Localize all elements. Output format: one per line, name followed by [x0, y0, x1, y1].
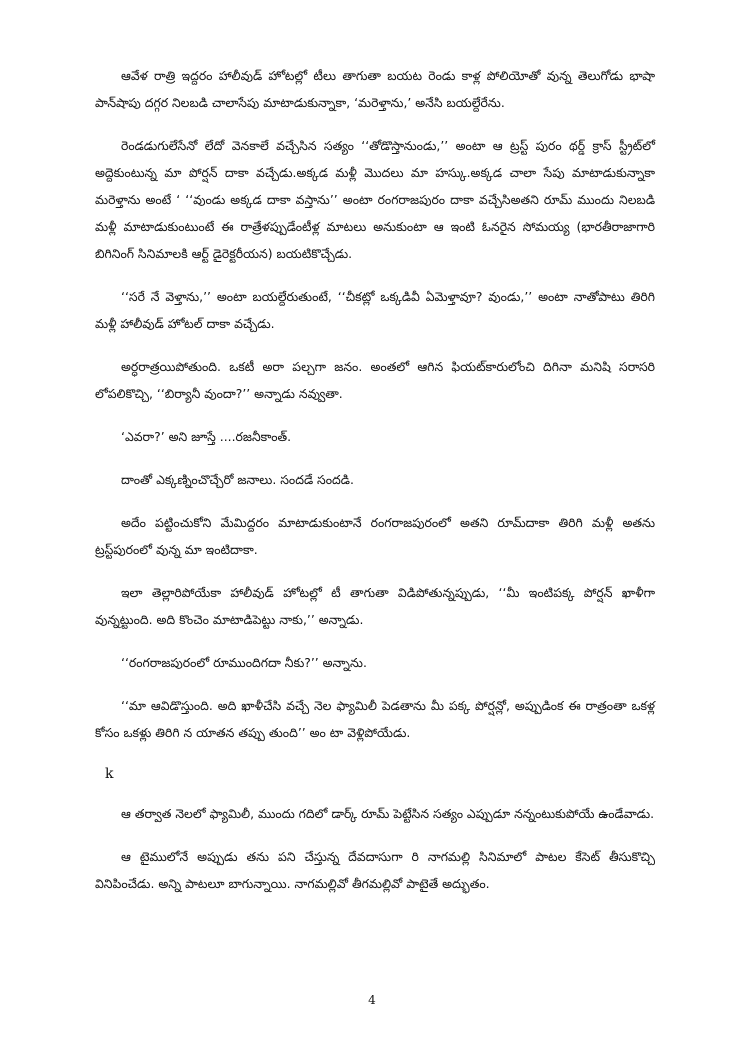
paragraph-12: ఆ టైములోనే అప్పుడు తను పని చేస్తున్న దేవదాసుగా రి నాగమల్లి సినిమాలో పాటల కేసెట్ తీసుకొచ్చి వినిపించేడు. అన్ని పాటలూ బాగున్నాయి. నాగమల్లివో తీగమల్లివో పాటైతే అద్భుతం. [95, 849, 655, 891]
paragraph-5: ‘ఎవరా?’ అని జూస్తే ....రజనీకాంత్. [121, 429, 292, 444]
paragraph-2: రెండడుగులేసేనో లేదో వెనకాలే వచ్చేసిన సత్యం ‘‘తోడొస్తానుండు,’’ అంటా ఆ ట్రస్ట్ పురం థర్డ్ క్రాస్ స్ట్రీట్‌లో అద్దెకుంటున్న మా పోర్షన్ దాకా వచ్చేడు.అక్కడ మళ్లీ మొదలు మా హస్కు.అక్కడ చాలా సేపు మాటాడుకున్నాకా మరెళ్తాను అంటే ‘ ‘‘వుండు అక్కడ దాకా వస్తాను’’ అంటా రంగరాజపురం దాకా వచ్చేసిఅతని రూమ్ ముందు నిలబడి మళ్లీ మాటాడుకుంటుంటే ఈ రాత్రేళప్పుడేంటీళ్ల మాటలు అనుకుంటా ఆ ఇంటి ఓనరైన సోమయ్య (భారతీరాజాగారి బిగినింగ్ సినిమాలకి ఆర్ట్ డైరెక్టరీయన) బయటికొచ్చేడు. [95, 138, 655, 261]
section-separator: k [105, 766, 114, 782]
page-body [95, 62, 655, 913]
paragraph-11: ఆ తర్వాత నెలలో ఫ్యామిలీ, ముందు గదిలో డార్క్ రూమ్ పెట్టేసిన సత్యం ఎప్పుడూ నన్నంటుకుపోయే ఉండేవాడు. [121, 806, 655, 821]
paragraph-3: ‘‘సరే నే వెళ్తాను,’’ అంటా బయల్దేరుతుంటే, ‘‘చీకట్లో ఒక్కడివీ ఏమెళ్తావూ? వుండు,’’ అంటా నాతోపాటు తిరిగి మళ్లీ హాలీవుడ్ హోటల్ దాకా వచ్చేడు. [95, 289, 655, 331]
paragraph-8: ఇలా తెల్లారిపోయేకా హాలీవుడ్ హోటల్లో టీ తాగుతా విడిపోతున్నప్పుడు, ‘‘మీ ఇంటిపక్క పోర్షన్ ఖాళీగా వున్నట్టుంది. అది కొంచెం మాటాడిపెట్టు నాకు,’’ అన్నాడు. [95, 585, 655, 627]
page-number: 4 [368, 993, 376, 1007]
paragraph-9: ‘‘రంగరాజపురంలో రూముందిగదా నీకు?’’ అన్నాను. [121, 655, 367, 670]
paragraph-10: ‘‘మా ఆవిడొస్తుంది. అది ఖాళీచేసి వచ్చే నెల ఫ్యామిలీ పెడతాను మీ పక్క పోర్షన్లో, అప్పుడింక ఈ రాత్రంతా ఒకళ్ల కోసం ఒకళ్లు తిరిగి న యాతన తప్పు తుంది’’ అం టా వెళ్లిపోయేడు. [95, 698, 655, 740]
paragraph-1: ఆవేళ రాత్రి ఇద్దరం హాలీవుడ్ హోటల్లో టీలు తాగుతా బయట రెండు కాళ్ల పోలియోతో వున్న తెలుగోడు భాషా పాన్‌షాపు దగ్గర నిలబడి చాలాసేపు మాటాడుకున్నాకా, ‘మరెళ్తాను,’ అనేసి బయల్దేరేను. [95, 68, 655, 110]
paragraph-4: అర్ధరాత్రయిపోతుంది. ఒకటీ అరా పల్చగా జనం. అంతలో ఆగిన ఫియట్‌కారులోంచి దిగినా మనిషి సరాసరి లోపలికొచ్చి, ‘‘బిర్యానీ వుందా?’’ అన్నాడు నవ్వుతా. [95, 359, 655, 401]
paragraph-6: దాంతో ఎక్కణ్నించొచ్చేరో జనాలు. సందడే సందడి. [121, 472, 354, 487]
paragraph-7: అదేం పట్టించుకోని మేమిద్దరం మాటాడుకుంటానే రంగరాజపురంలో అతని రూమ్‌దాకా తిరిగి మళ్లీ అతను ట్రస్ట్‌పురంలో వున్న మా ఇంటిదాకా. [95, 515, 655, 557]
